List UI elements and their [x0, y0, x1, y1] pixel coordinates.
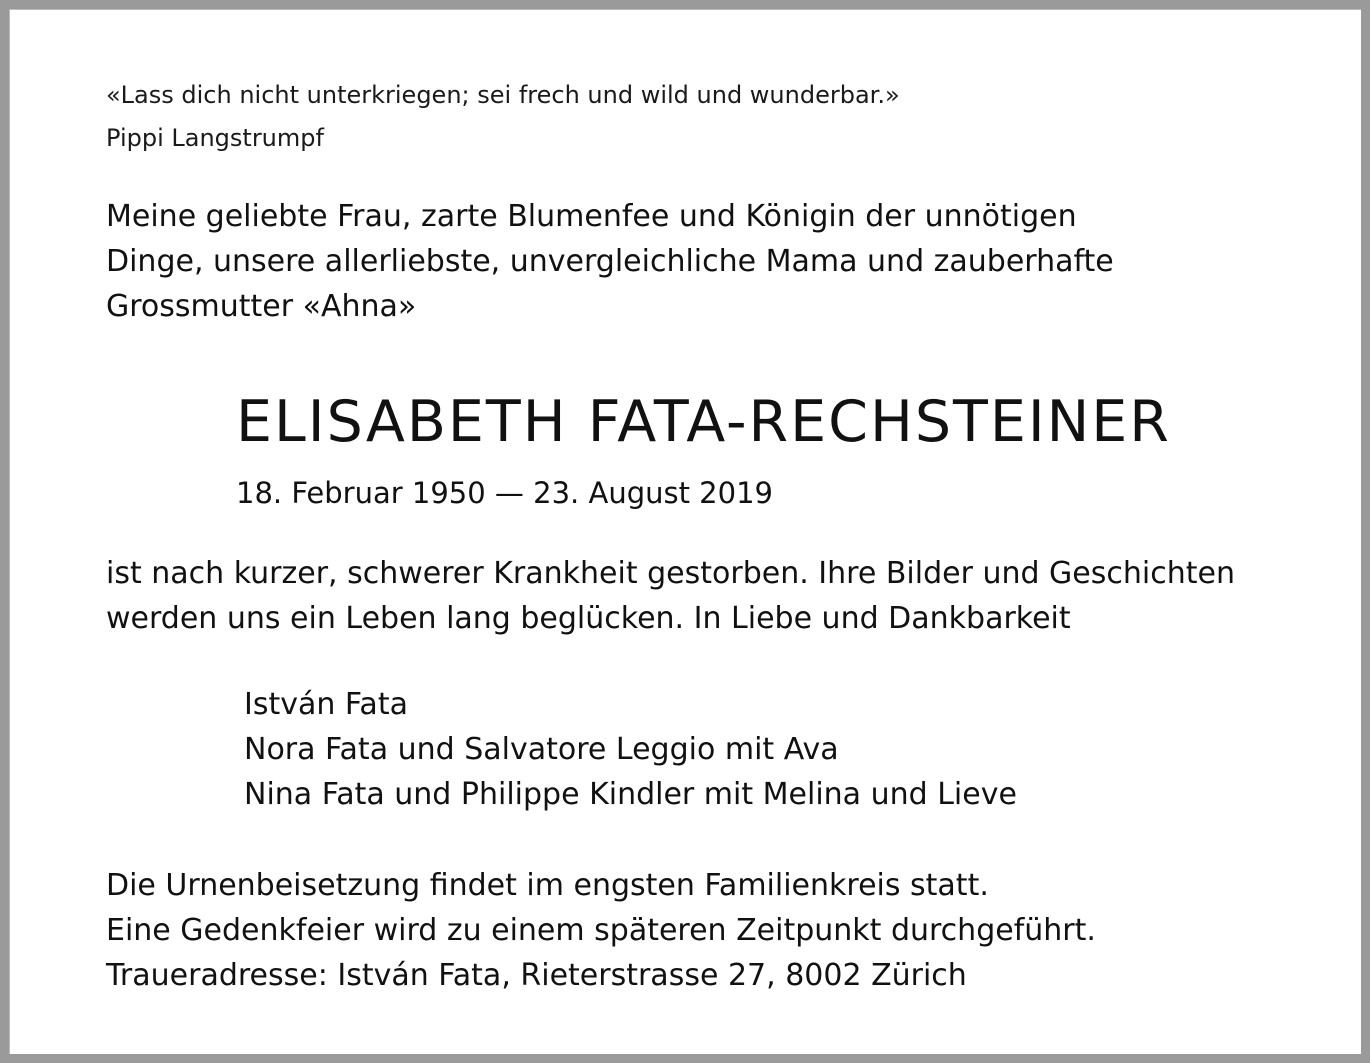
intro-line: Grossmutter «Ahna»	[106, 289, 417, 324]
mourning-address: Traueradresse: István Fata, Rieterstrasse 27, 8002 Zürich	[106, 958, 967, 993]
intro-line: Meine geliebte Frau, zarte Blumenfee und Königin der unnötigen	[106, 199, 1077, 234]
motto-quote: «Lass dich nicht unterkriegen; sei frech und wild und wunderbar.»	[106, 81, 900, 109]
family-member: Nina Fata und Philippe Kindler mit Melina und Lieve	[244, 777, 1017, 812]
family-member: Nora Fata und Salvatore Leggio mit Ava	[244, 732, 839, 767]
closing-line: Die Urnenbeisetzung findet im engsten Familienkreis statt.	[106, 868, 989, 903]
message-line: ist nach kurzer, schwerer Krankheit gestorben. Ihre Bilder und Geschichten	[106, 556, 1235, 591]
motto-author: Pippi Langstrumpf	[106, 124, 324, 152]
life-dates: 18. Februar 1950 — 23. August 2019	[236, 476, 773, 510]
closing-line: Eine Gedenkfeier wird zu einem späteren Zeitpunkt durchgeführt.	[106, 913, 1096, 948]
message-line: werden uns ein Leben lang beglücken. In Liebe und Dankbarkeit	[106, 601, 1071, 636]
intro-line: Dinge, unsere allerliebste, unvergleichliche Mama und zauberhafte	[106, 244, 1114, 279]
deceased-name: ELISABETH FATA-RECHSTEINER	[236, 389, 1171, 455]
family-member: István Fata	[244, 687, 408, 722]
